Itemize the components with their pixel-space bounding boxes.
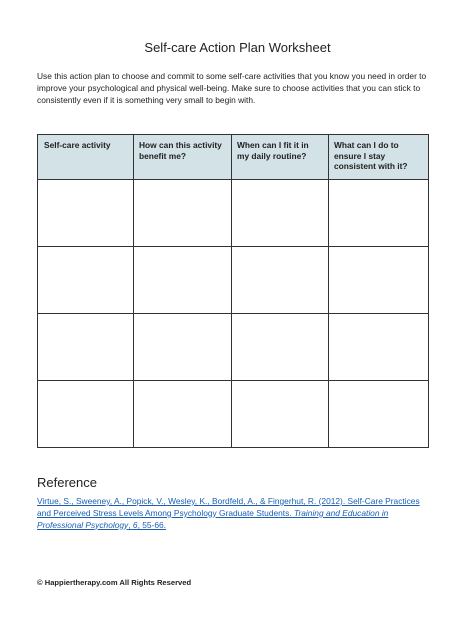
action-plan-table <box>37 134 429 448</box>
table-row <box>38 314 429 381</box>
column-header-routine: When can I fit it in my daily routine? <box>232 135 329 180</box>
table-cell[interactable] <box>232 247 329 314</box>
table-cell[interactable] <box>134 314 232 381</box>
intro-paragraph: Use this action plan to choose and commit to some self-care activities that you know you need in order to improve your psychological and physical well-being. Make sure to choose activities that you can stick to consistently even if it is something very small to begin with. <box>37 71 427 106</box>
citation-separator: , <box>128 519 133 530</box>
table-row <box>38 247 429 314</box>
page-title: Self-care Action Plan Worksheet <box>144 40 331 55</box>
table-cell[interactable] <box>38 381 134 448</box>
citation-journal: Training and Education in Professional Psychology <box>37 507 389 530</box>
table-cell[interactable] <box>329 314 429 381</box>
citation-link[interactable] <box>37 496 420 530</box>
table-cell[interactable] <box>329 180 429 247</box>
citation-pages: , 55-66. <box>137 519 166 530</box>
table-cell[interactable] <box>232 314 329 381</box>
table-cell[interactable] <box>38 180 134 247</box>
column-header-benefit: How can this activity benefit me? <box>134 135 232 180</box>
reference-citation <box>37 496 432 531</box>
table-cell[interactable] <box>329 247 429 314</box>
table-cell[interactable] <box>329 381 429 448</box>
column-header-consistency: What can I do to ensure I stay consistent with it? <box>329 135 429 180</box>
table-cell[interactable] <box>38 247 134 314</box>
table-cell[interactable] <box>134 381 232 448</box>
table-cell[interactable] <box>38 314 134 381</box>
table-cell[interactable] <box>134 180 232 247</box>
citation-volume: 6 <box>132 519 138 530</box>
table-cell[interactable] <box>232 381 329 448</box>
table-row <box>38 180 429 247</box>
reference-heading: Reference <box>37 475 97 490</box>
table-row <box>38 381 429 448</box>
column-header-activity: Self-care activity <box>38 135 134 180</box>
citation-main: Virtue, S., Sweeney, A., Popick, V., Wesley, K., Bordfeld, A., & Fingerhut, R. (2012). Self-Care Practices and Perceived Stress Levels Among Psychology Graduate Students. <box>37 496 420 518</box>
copyright-footer: © Happiertherapy.com All Rights Reserved <box>37 578 192 587</box>
table-cell[interactable] <box>232 180 329 247</box>
table-header-row <box>38 135 429 180</box>
table-cell[interactable] <box>134 247 232 314</box>
